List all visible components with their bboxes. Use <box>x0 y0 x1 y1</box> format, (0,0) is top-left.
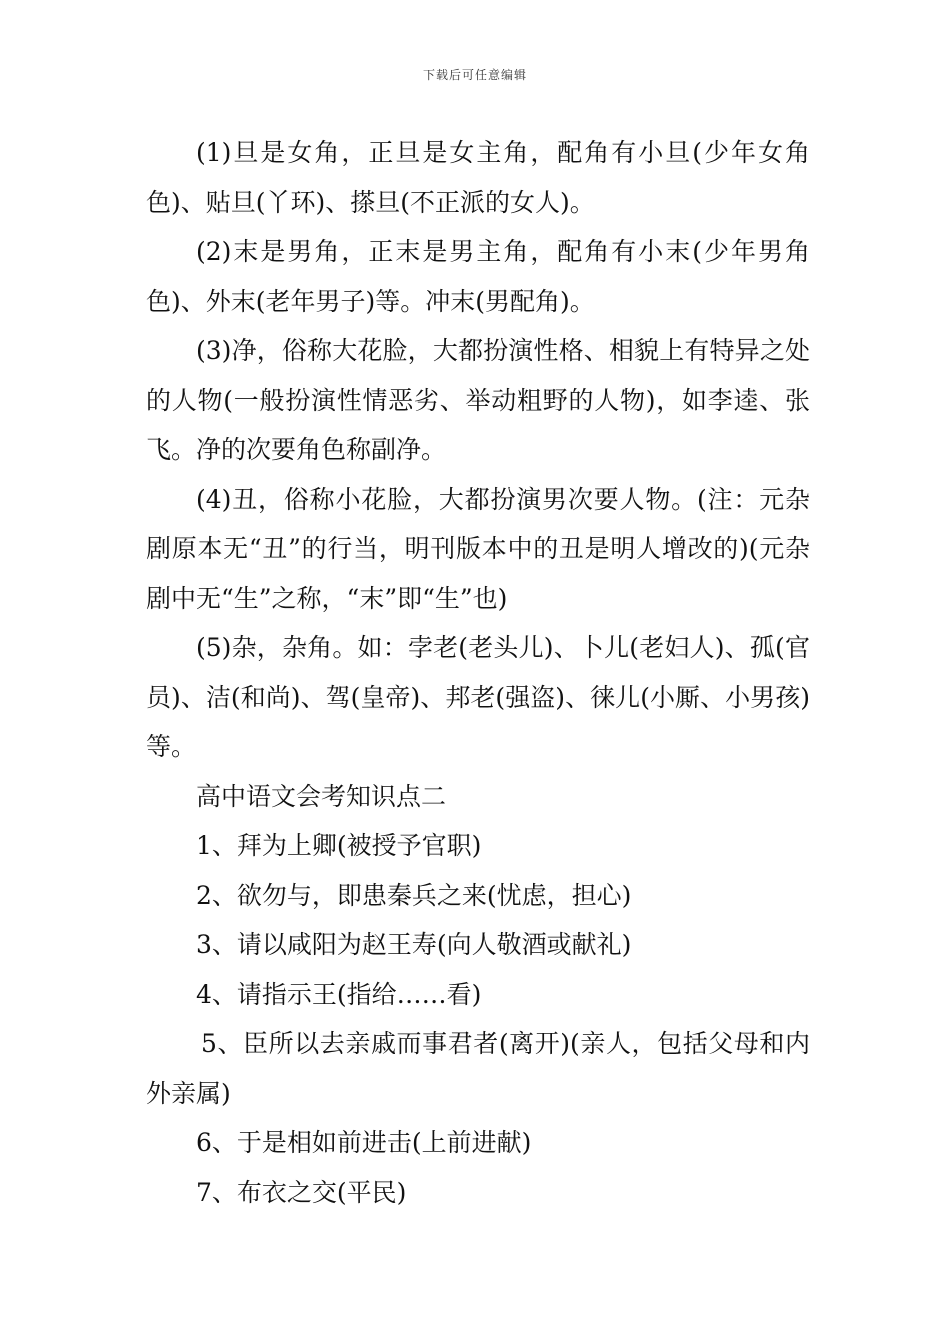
list-item-2: 2、欲勿与，即患秦兵之来(忧虑，担心) <box>196 880 632 910</box>
paragraph-dan: (1)旦是女角，正旦是女主角，配角有小旦(少年女角色)、贴旦(丫环)、搽旦(不正派的女人)。 <box>146 138 810 217</box>
list-item-4: 4、请指示王(指给……看) <box>196 979 482 1009</box>
paragraph-mo: (2)末是男角，正末是男主角，配角有小末(少年男角色)、外末(老年男子)等。冲末(男配角)。 <box>146 237 810 316</box>
list-item-1: 1、拜为上卿(被授予官职) <box>196 831 482 860</box>
list-item-7: 7、布衣之交(平民) <box>196 1177 407 1207</box>
list-item-3: 3、请以咸阳为赵王寿(向人敬酒或献礼) <box>196 930 632 959</box>
paragraph-jing: (3)净，俗称大花脸，大都扮演性格、相貌上有特异之处的人物(一般扮演性情恶劣、举动粗野的人物)，如李逵、张飞。净的次要角色称副净。 <box>146 336 810 464</box>
page-header: 下载后可任意编辑 <box>422 68 527 82</box>
list-item-5: 5、臣所以去亲戚而事君者(离开)(亲人，包括父母和内外亲属) <box>146 1029 810 1108</box>
paragraph-chou: (4)丑，俗称小花脸，大都扮演男次要人物。(注：元杂剧原本无“丑”的行当，明刊版本中的丑是明人增改的)(元杂剧中无“生”之称，“末”即“生”也) <box>146 484 810 613</box>
list-item-6: 6、于是相如前进击(上前进献) <box>196 1128 532 1157</box>
document-body <box>146 128 810 1217</box>
section-heading: 高中语文会考知识点二 <box>196 781 447 811</box>
paragraph-za: (5)杂，杂角。如：孛老(老头儿)、卜儿(老妇人)、孤(官员)、洁(和尚)、驾(皇帝)、邦老(强盗)、徕儿(小厮、小男孩)等。 <box>146 633 810 761</box>
